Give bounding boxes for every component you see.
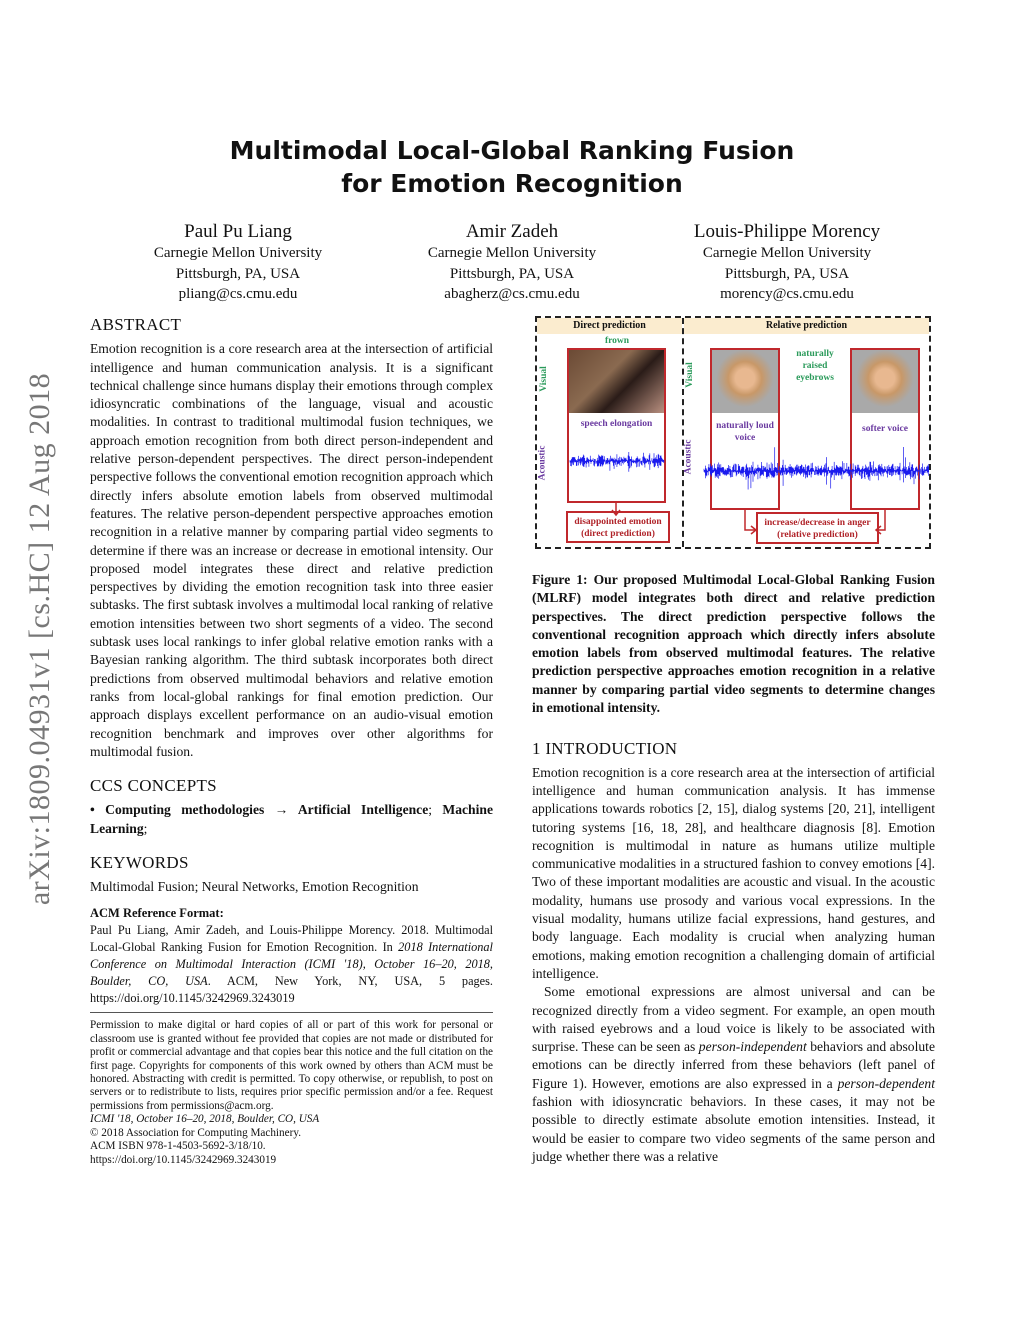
author-name: Amir Zadeh xyxy=(465,221,559,242)
figure-caption: Figure 1: Our proposed Multimodal Local-Global Ranking Fusion (MLRF) model integrates both direct and relative prediction perspectives. The direct prediction perspective follows the conventional recognition approach which directly infers absolute emotion labels from observed multimodal features. The relative prediction perspective approaches emotion recognition in a relative manner by comparing partial video segments to determine changes in emotional intensity. xyxy=(532,572,935,716)
abstract-heading: ABSTRACT xyxy=(90,315,182,334)
output-label: (direct prediction) xyxy=(581,529,655,539)
author-email[interactable]: pliang@cs.cmu.edu xyxy=(178,286,298,302)
arxiv-identifier[interactable]: arXiv:1809.04931v1 [cs.HC] 12 Aug 2018 xyxy=(23,372,56,906)
speech-elongation-annotation: speech elongation xyxy=(580,419,653,429)
footnote-rule xyxy=(90,1012,493,1166)
visual-label: Visual xyxy=(538,366,549,392)
ref-text: . ACM, New York, NY, USA, 5 pages. https://doi.org/10.1145/3242969.3243019 xyxy=(90,973,493,1005)
arrow: → xyxy=(274,802,289,818)
left-column xyxy=(90,316,493,1167)
intro-paragraph xyxy=(532,983,935,1166)
author-location: Pittsburgh, PA, USA xyxy=(175,265,301,282)
acm-ref-heading: ACM Reference Format: xyxy=(90,905,224,920)
author-block xyxy=(657,220,917,305)
author-location: Pittsburgh, PA, USA xyxy=(449,265,575,282)
ccs-item: Machine Learning xyxy=(90,802,493,836)
emphasis: person-independent xyxy=(698,1039,807,1055)
keywords-heading: KEYWORDS xyxy=(90,853,189,873)
relative-output-box xyxy=(756,512,879,544)
abstract-text: Emotion recognition is a core research area at the intersection of artificial intelligence and human communication analysis. It is a significant technical challenge since humans display their emotions through complex idiosyncratic combinations of the language, visual and acoustic modalities. In contrast to traditional multimodal fusion techniques, we approach emotion recognition from both direct person-independent and relative person-dependent perspectives. The direct person-independent perspective follows the conventional emotion recognition approach which directly infers absolute emotion labels from observed multimodal features. The relative person-dependent perspective approaches emotion recognition in a relative manner by comparing partial video segments to determine if there was an increase or decrease in emotional intensity. Our proposed model integrates these direct and relative prediction perspectives by dividing the emotion recognition task into three easier subtasks. The first subtask involves a multimodal local ranking of relative emotion intensities between two short segments of a video. The second subtask uses local rankings to infer global relative emotion ranks with a Bayesian ranking algorithm. The third subtask incorporates both direct predictions from observed multimodal behaviors and relative emotion ranks from local-global rankings for final emotion prediction. Our approach displays excellent performance on an audio-visual emotion recognition benchmark and improves over other algorithms for multimodal fusion. xyxy=(90,341,493,759)
permission-conf: ICMI '18, October 16–20, 2018, Boulder, CO, USA xyxy=(90,1113,320,1126)
direct-header: Direct prediction xyxy=(537,318,682,334)
doi-link[interactable]: https://doi.org/10.1145/3242969.3243019 xyxy=(90,1153,277,1166)
author-name: Paul Pu Liang xyxy=(184,221,292,242)
author-email[interactable]: abagherz@cs.cmu.edu xyxy=(444,286,580,302)
raised-eyebrows-annotation: naturally raised eyebrows xyxy=(796,349,834,383)
author-location: Pittsburgh, PA, USA xyxy=(724,265,850,282)
intro-heading: 1 INTRODUCTION xyxy=(532,739,678,759)
author-block xyxy=(108,220,368,305)
author-affiliation: Carnegie Mellon University xyxy=(153,245,323,261)
visual-label: Visual xyxy=(684,362,695,388)
waveform-direct xyxy=(570,452,664,472)
emphasis: person-dependent xyxy=(837,1075,935,1091)
paper-title xyxy=(0,134,1024,200)
output-label: increase/decrease in anger xyxy=(764,518,871,528)
sep: ; xyxy=(143,820,148,836)
frown-annotation: frown xyxy=(604,336,630,346)
figure-1 xyxy=(535,316,931,549)
author-affiliation: Carnegie Mellon University xyxy=(702,245,872,261)
ccs-heading: CCS CONCEPTS xyxy=(90,776,217,796)
sep: ; xyxy=(428,802,433,818)
text: behaviors and absolute emotions can be directly inferred from these behaviors (left panel of Figure 1). However, emotions are also expressed in a xyxy=(532,1039,935,1091)
isbn: ACM ISBN 978-1-4503-5692-3/18/10. xyxy=(90,1140,266,1153)
author-block xyxy=(382,220,642,305)
right-column xyxy=(532,571,935,1166)
keywords-text: Multimodal Fusion; Neural Networks, Emotion Recognition xyxy=(90,879,419,895)
ccs-item: Artificial Intelligence xyxy=(297,802,429,818)
ccs-item: Computing methodologies xyxy=(105,802,265,818)
softer-voice-annotation: softer voice xyxy=(862,424,908,434)
acoustic-label: Acoustic xyxy=(537,445,548,481)
author-affiliation: Carnegie Mellon University xyxy=(427,245,597,261)
relative-header: Relative prediction xyxy=(684,318,929,334)
ccs-concepts xyxy=(90,801,493,838)
waveform-path xyxy=(704,447,929,490)
author-email[interactable]: morency@cs.cmu.edu xyxy=(720,286,854,302)
copyright: © 2018 Association for Computing Machinery. xyxy=(90,1126,301,1139)
title-line: Multimodal Local-Global Ranking Fusion xyxy=(229,136,795,165)
author-name: Louis-Philippe Morency xyxy=(693,221,881,242)
ref-venue: 2018 International Conference on Multimodal Interaction (ICMI '18), October 16–20, 2018, Boulder, CO, USA xyxy=(90,939,493,988)
waveform-path xyxy=(570,452,664,472)
output-label: (relative prediction) xyxy=(777,530,858,540)
output-label: disappointed emotion xyxy=(574,517,662,527)
bullet: • xyxy=(90,802,95,818)
ref-text: Paul Pu Liang, Amir Zadeh, and Louis-Philippe Morency. 2018. Multimodal Local-Global Ranking Fusion for Emotion Recognition. In xyxy=(90,922,493,954)
text: Some emotional expressions are almost universal and can be recognized directly from a video segment. For example, an open mouth with raised eyebrows and a loud voice is likely to be associated with surprise. These can be seen as xyxy=(532,984,935,1055)
acm-ref-text xyxy=(90,922,493,1007)
arrow-icon xyxy=(612,503,620,515)
text: fashion with idiosyncratic behaviors. In these cases, it may not be possible to directly estimate absolute emotion intensities. Instead, it would be easier to compare two video segments of the same person and judge whether there was a relative xyxy=(532,1094,935,1164)
loud-voice-annotation: naturally loud voice xyxy=(716,421,774,443)
acoustic-label: Acoustic xyxy=(683,439,694,475)
title-line: for Emotion Recognition xyxy=(341,169,683,198)
permission-text: Permission to make digital or hard copies of all or part of this work for personal or classroom use is granted without fee provided that copies are not made or distributed for profit or commercial advantage and that copies bear this notice and the full citation on the first page. Copyrights for components of this work owned by others than ACM must be honored. Abstracting with credit is permitted. To copy otherwise, or republish, to post on servers or to redistribute to lists, requires prior specific permission and/or a fee. Request permissions from permissions@acm.org. xyxy=(90,1019,493,1112)
waveform-relative xyxy=(704,447,929,490)
intro-paragraph: Emotion recognition is a core research area at the intersection of artificial intelligence and human communication analysis. It has immense applications towards robotics [2, 15], dialog systems [20, 21], intelligent tutoring systems [16, 18, 28], and healthcare diagnosis [8]. Emotion recognition is multimodal in nature as humans utilize multiple communicative modalities in a structured fashion to convey emotions [4]. Two of these important modalities are acoustic and visual. In the acoustic modality, humans use prosody and various vocal expressions. In the visual modality, humans utilize facial expressions, hand gestures, and body language. Each modality is crucial when analyzing human emotions, making emotion recognition a challenging domain of artificial intelligence. xyxy=(532,764,935,981)
